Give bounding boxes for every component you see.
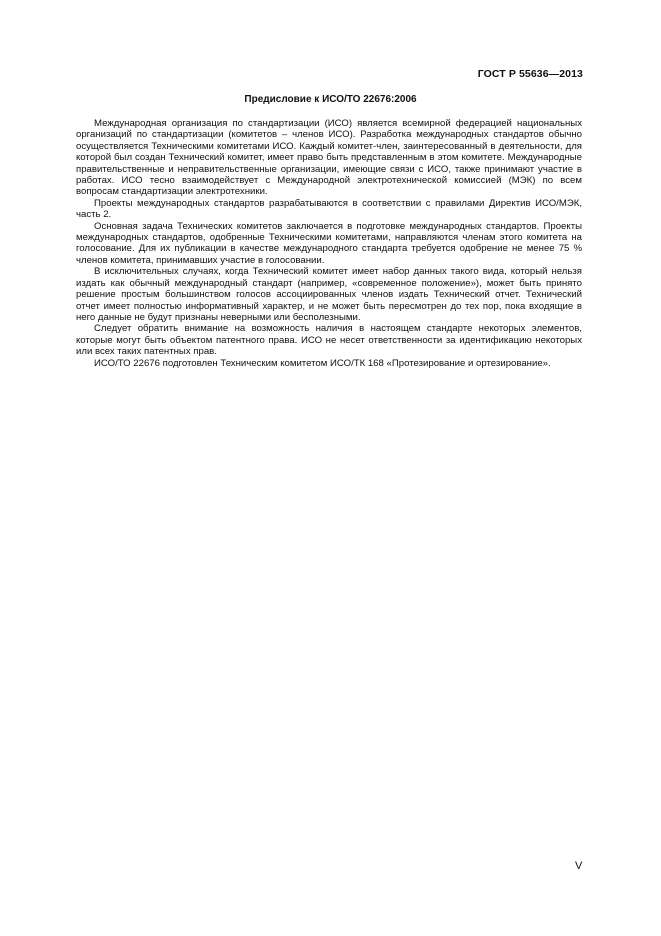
paragraph: ИСО/ТО 22676 подготовлен Техническим комитетом ИСО/ТК 168 «Протезирование и ортезирование». bbox=[94, 357, 551, 369]
paragraph: Основная задача Технических комитетов заключается в подготовке международных стандартов. Проекты международных стандартов, одобренные Техническими комитетами, направляются членам этого комитета на голосование. Для их публикации в качестве международного стандарта требуется одобрение не менее 75 % членов комитета, принимавших участие в голосовании. bbox=[76, 220, 582, 266]
section-body bbox=[76, 118, 582, 369]
standard-code: ГОСТ Р 55636—2013 bbox=[477, 68, 583, 80]
paragraph: Следует обратить внимание на возможность наличия в настоящем стандарте некоторых элементов, которые могут быть объектом патентного права. ИСО не несет ответственности за идентификацию некоторых или всех таких патентных прав. bbox=[76, 323, 582, 358]
section-title: Предисловие к ИСО/ТО 22676:2006 bbox=[244, 94, 417, 105]
paragraph: Международная организация по стандартизации (ИСО) является всемирной федерацией национальных организаций по стандартизации (комитетов – членов ИСО). Разработка международных стандартов обычно осуществляется Техническими комитетами ИСО. Каждый комитет-член, заинтересованный в деятельности, для которой был создан Технический комитет, имеет право быть представленным в этом комитете. Международные правительственные и неправительственные организации, имеющие связи с ИСО, также принимают участие в работах. ИСО тесно взаимодействует с Международной электротехнической комиссией (МЭК) по всем вопросам стандартизации электротехники. bbox=[76, 118, 582, 198]
paragraph: Проекты международных стандартов разрабатываются в соответствии с правилами Директив ИСО/МЭК, часть 2. bbox=[76, 197, 582, 221]
page-number: V bbox=[575, 860, 583, 872]
paragraph: В исключительных случаях, когда Технический комитет имеет набор данных такого вида, который нельзя издать как обычный международный стандарт (например, «современное положение»), может быть принято решение простым большинством голосов ассоциированных членов издать Технический отчет. Технический отчет имеет полностью информативный характер, и не может быть пересмотрен до тех пор, пока входящие в него данные не будут признаны неверными или бесполезными. bbox=[76, 266, 582, 323]
